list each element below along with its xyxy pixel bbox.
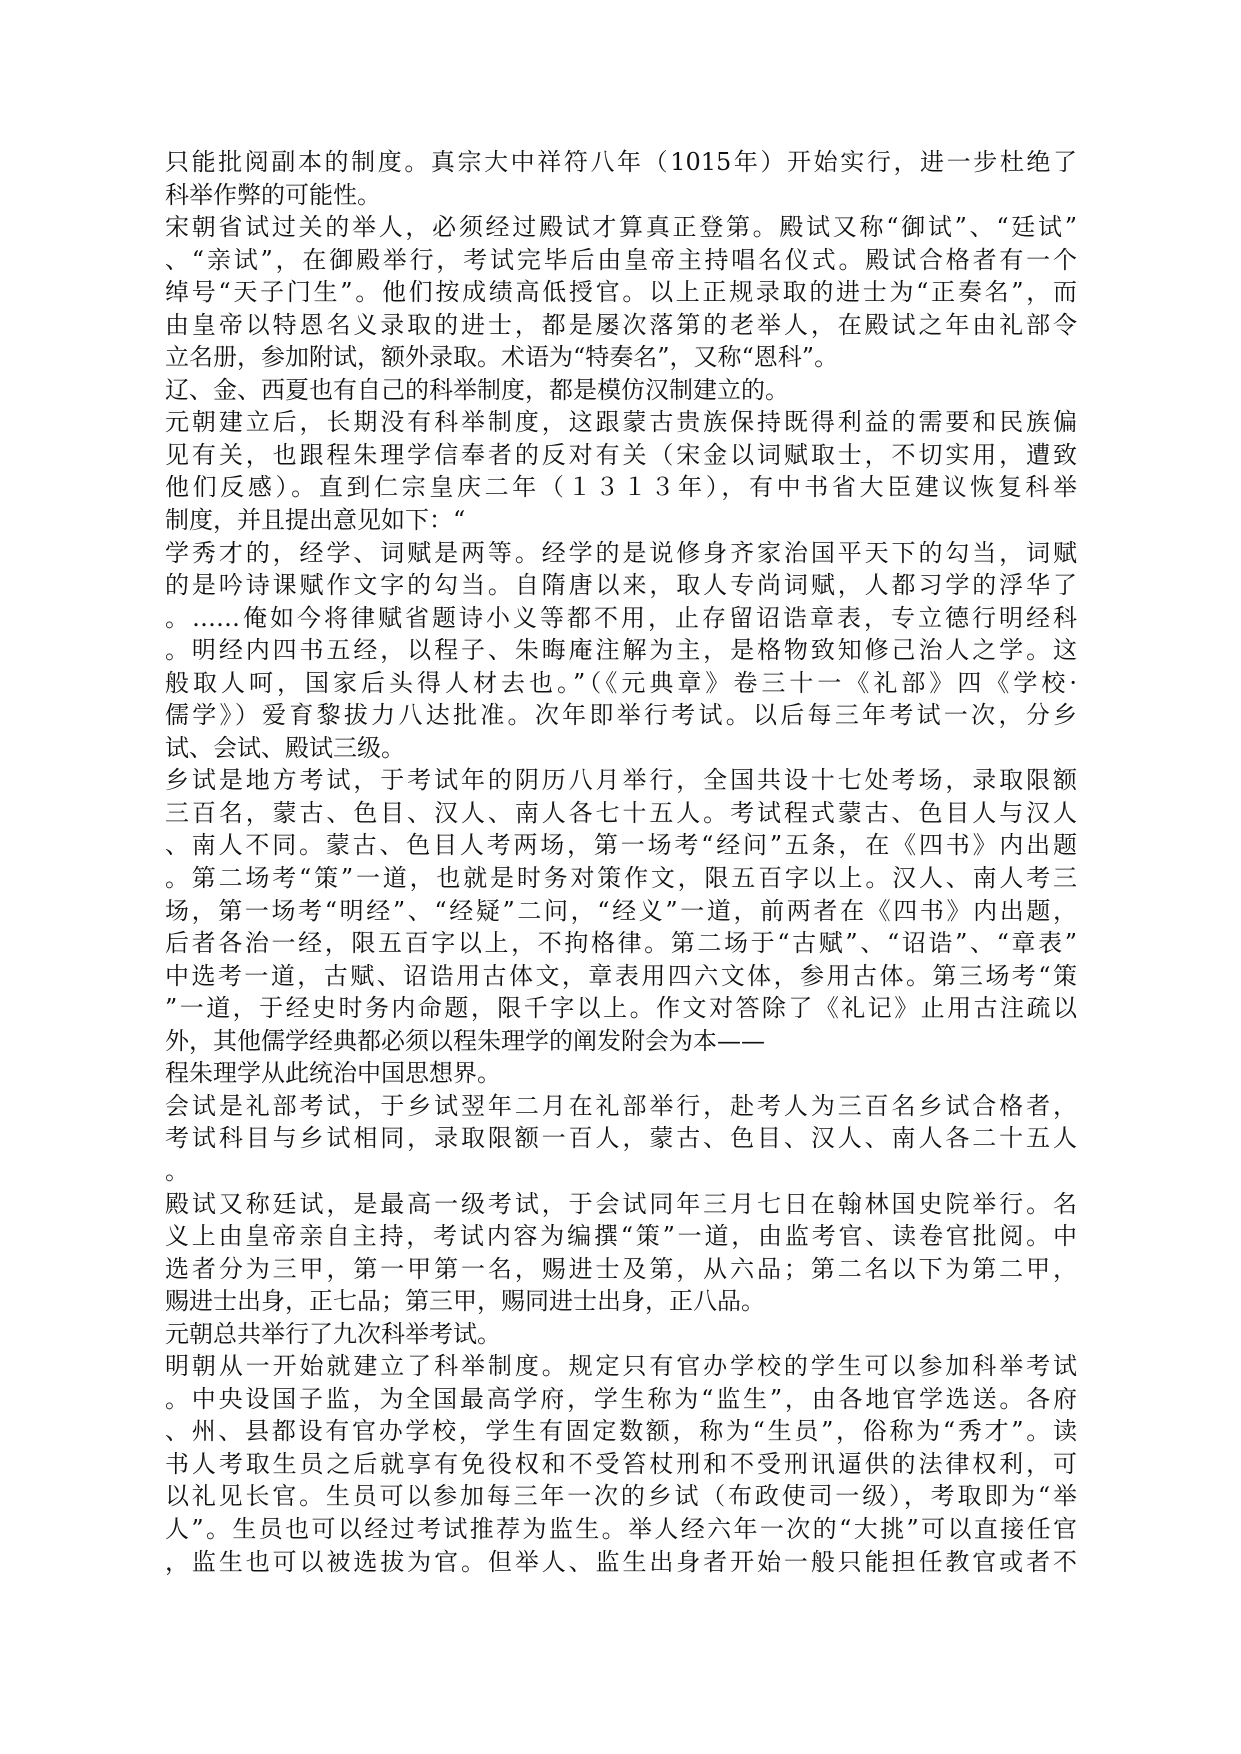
text-line: 殿试又称廷试，是最高一级考试，于会试同年三月七日在翰林国史院举行。名 (165, 1189, 1077, 1218)
text-line: 见有关，也跟程朱理学信奉者的反对有关（宋金以词赋取士，不切实用，遭致 (165, 440, 1077, 469)
text-line: 。第二场考“策”一道，也就是时务对策作文，限五百字以上。汉人、南人考三 (165, 864, 1077, 893)
text-line: 。 (165, 1156, 189, 1185)
text-line: 中选考一道，古赋、诏诰用古体文，章表用四六文体，参用古体。第三场考“策 (165, 961, 1077, 990)
text-line: 他们反感）。直到仁宗皇庆二年（１３１３年），有中书省大臣建议恢复科举 (165, 473, 1077, 502)
text-line: 绰号“天子门生”。他们按成绩高低授官。以上正规录取的进士为“正奏名”，而 (165, 278, 1077, 307)
text-line: 、南人不同。蒙古、色目人考两场，第一场考“经问”五条，在《四书》内出题 (165, 831, 1077, 860)
text-line: 场，第一场考“明经”、“经疑”二问，“经义”一道，前两者在《四书》内出题， (165, 896, 1077, 925)
text-line: 后者各治一经，限五百字以上，不拘格律。第二场于“古赋”、“诏诰”、“章表” (165, 929, 1077, 958)
text-line: 的是吟诗课赋作文字的勾当。自隋唐以来，取人专尚词赋，人都习学的浮华了 (165, 571, 1077, 600)
text-line: 书人考取生员之后就享有免役权和不受笞杖刑和不受刑讯逼供的法律权利，可 (165, 1449, 1077, 1478)
text-line: 以礼见长官。生员可以参加每三年一次的乡试（布政使司一级），考取即为“举 (165, 1482, 1077, 1511)
text-line: 般取人呵，国家后头得人材去也。”（《元典章》卷三十一《礼部》四《学校· (165, 668, 1077, 697)
document-body (165, 146, 1077, 1578)
text-line: 、“亲试”，在御殿举行，考试完毕后由皇帝主持唱名仪式。殿试合格者有一个 (165, 245, 1077, 274)
text-line: 外，其他儒学经典都必须以程朱理学的阐发附会为本—— (165, 1026, 765, 1055)
text-line: 人”。生员也可以经过考试推荐为监生。举人经六年一次的“大挑”可以直接任官 (165, 1514, 1077, 1543)
text-line: 辽、金、西夏也有自己的科举制度，都是模仿汉制建立的。 (165, 375, 789, 404)
text-line: 科举作弊的可能性。 (165, 180, 381, 209)
text-line: 考试科目与乡试相同，录取限额一百人，蒙古、色目、汉人、南人各二十五人 (165, 1124, 1077, 1153)
text-line: 立名册，参加附试，额外录取。术语为“特奏名”，又称“恩科”。 (165, 343, 839, 372)
text-line: 明朝从一开始就建立了科举制度。规定只有官办学校的学生可以参加科举考试 (165, 1352, 1077, 1381)
text-line: 试、会试、殿试三级。 (165, 733, 405, 762)
text-line: 制度，并且提出意见如下：“ (165, 506, 466, 535)
text-line: 。……俺如今将律赋省题诗小义等都不用，止存留诏诰章表，专立德行明经科 (165, 603, 1077, 632)
text-line: 。明经内四书五经，以程子、朱晦庵注解为主，是格物致知修己治人之学。这 (165, 636, 1077, 665)
text-line: 。中央设国子监，为全国最高学府，学生称为“监生”，由各地官学选送。各府 (165, 1384, 1077, 1413)
text-line: 会试是礼部考试，于乡试翌年二月在礼部举行，赴考人为三百名乡试合格者， (165, 1091, 1077, 1120)
text-line: 元朝建立后，长期没有科举制度，这跟蒙古贵族保持既得利益的需要和民族偏 (165, 408, 1077, 437)
text-line: 宋朝省试过关的举人，必须经过殿试才算真正登第。殿试又称“御试”、“廷试” (165, 213, 1077, 242)
text-line: 、州、县都设有官办学校，学生有固定数额，称为“生员”，俗称为“秀才”。读 (165, 1417, 1077, 1446)
text-line: 元朝总共举行了九次科举考试。 (165, 1319, 501, 1348)
text-line: 赐进士出身，正七品；第三甲，赐同进士出身，正八品。 (165, 1287, 765, 1316)
text-line: 乡试是地方考试，于考试年的阴历八月举行，全国共设十七处考场，录取限额 (165, 766, 1077, 795)
text-line: ”一道，于经史时务内命题，限千字以上。作文对答除了《礼记》止用古注疏以 (165, 994, 1077, 1023)
text-line: 只能批阅副本的制度。真宗大中祥符八年（1015年）开始实行，进一步杜绝了 (165, 148, 1077, 176)
text-line: 学秀才的，经学、词赋是两等。经学的是说修身齐家治国平天下的勾当，词赋 (165, 538, 1077, 567)
text-line: 程朱理学从此统治中国思想界。 (165, 1059, 501, 1088)
text-line: 儒学》）爱育黎拔力八达批准。次年即举行考试。以后每三年考试一次，分乡 (165, 701, 1077, 730)
text-line: 由皇帝以特恩名义录取的进士，都是屡次落第的老举人，在殿试之年由礼部令 (165, 310, 1077, 339)
text-line: 选者分为三甲，第一甲第一名，赐进士及第，从六品；第二名以下为第二甲， (165, 1254, 1077, 1283)
text-line: 义上由皇帝亲自主持，考试内容为编撰“策”一道，由监考官、读卷官批阅。中 (165, 1222, 1077, 1251)
text-line: 三百名，蒙古、色目、汉人、南人各七十五人。考试程式蒙古、色目人与汉人 (165, 798, 1077, 827)
text-line: ，监生也可以被选拔为官。但举人、监生出身者开始一般只能担任教官或者不 (165, 1547, 1077, 1576)
